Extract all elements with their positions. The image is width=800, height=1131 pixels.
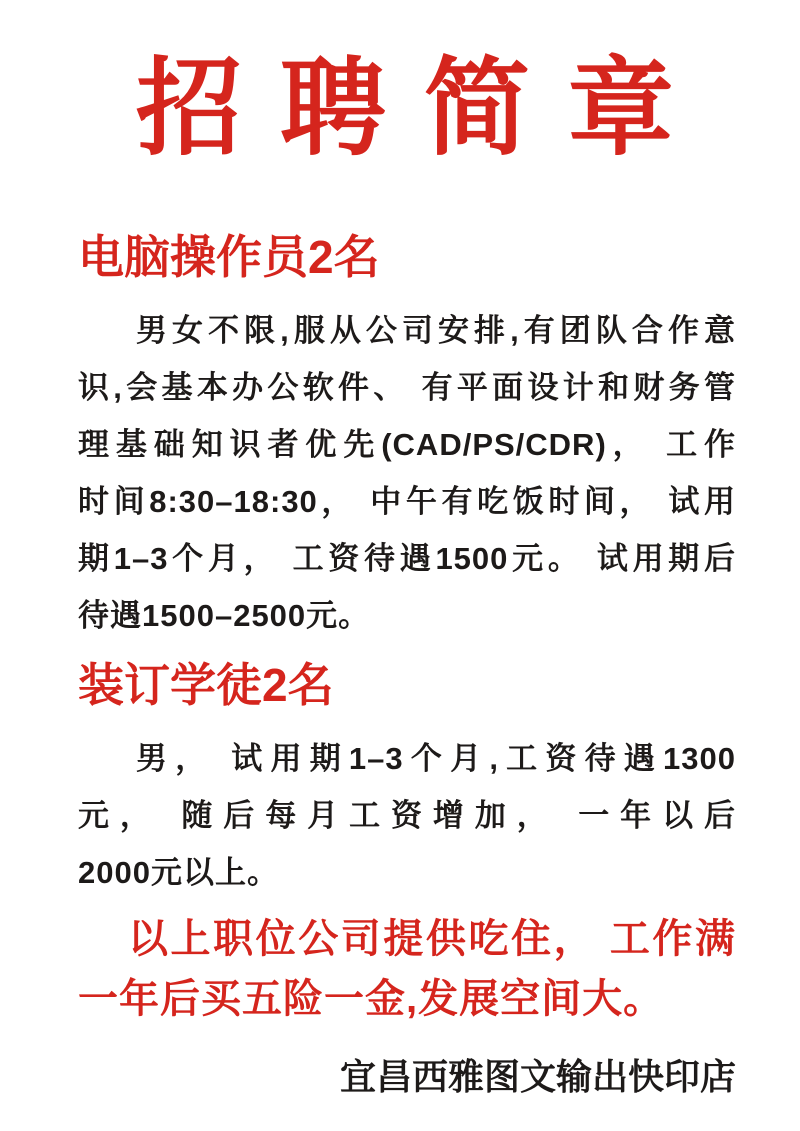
job-description-line: 期1–3个月， 工资待遇1500元。 试用期后 bbox=[78, 541, 736, 576]
job-description-computer-operator bbox=[78, 302, 736, 644]
benefits-line: 以上职位公司提供吃住， 工作满 bbox=[128, 917, 736, 961]
job-title-binding-apprentice: 装订学徒2名 bbox=[78, 659, 334, 711]
job-description-line: 时间8:30–18:30， 中午有吃饭时间， 试用 bbox=[78, 484, 736, 519]
job-description-line: 理基础知识者优先(CAD/PS/CDR)， 工作 bbox=[78, 427, 736, 462]
job-description-line: 待遇1500–2500元。 bbox=[78, 598, 371, 633]
job-description-line: 男， 试用期1–3个月,工资待遇1300 bbox=[136, 741, 736, 776]
poster-title: 招 聘 简 章 bbox=[135, 50, 679, 168]
job-description-line: 识,会基本办公软件、 有平面设计和财务管 bbox=[78, 370, 736, 405]
job-description-line: 元， 随后每月工资增加， 一年以后 bbox=[78, 798, 736, 833]
section-binding-apprentice bbox=[78, 658, 736, 901]
job-description-line: 男女不限,服从公司安排,有团队合作意 bbox=[136, 313, 736, 348]
section-computer-operator bbox=[78, 230, 736, 644]
job-description-binding-apprentice bbox=[78, 730, 736, 901]
job-description-line: 2000元以上。 bbox=[78, 855, 279, 890]
job-title-computer-operator: 电脑操作员2名 bbox=[78, 231, 380, 283]
benefits-line: 一年后买五险一金,发展空间大。 bbox=[78, 977, 665, 1021]
shop-name-footer: 宜昌西雅图文输出快印店 bbox=[339, 1056, 736, 1097]
benefits-paragraph bbox=[78, 909, 736, 1029]
